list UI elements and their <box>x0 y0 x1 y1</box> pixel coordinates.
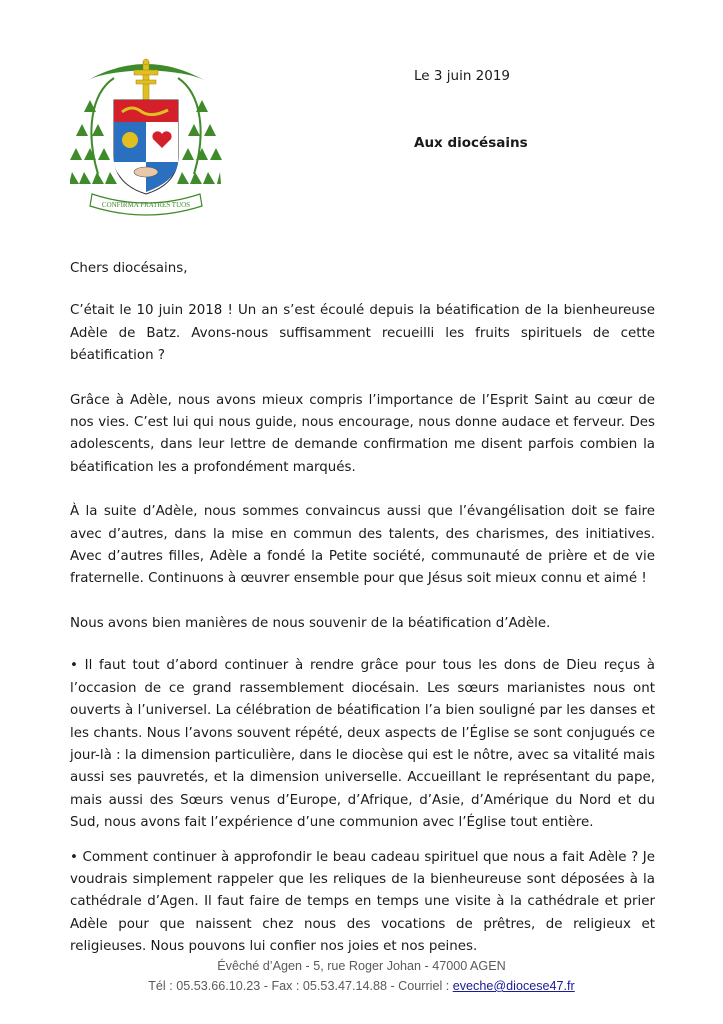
letter-greeting: Chers diocésains, <box>70 261 188 276</box>
footer-contact-line <box>0 976 723 996</box>
joined-hands-emblem <box>134 167 158 177</box>
footer-phone-fax: Tél : 05.53.66.10.23 - Fax : 05.53.47.14.88 - Courriel : <box>148 979 453 993</box>
episcopal-coat-of-arms <box>70 44 222 220</box>
letter-paragraph: C’était le 10 juin 2018 ! Un an s’est écoulé depuis la béatification de la bienheureuse Adèle de Batz. Avons-nous suffisamment recueilli les fruits spirituels de cette béatification ? <box>70 303 655 364</box>
letter-body <box>70 258 655 971</box>
motto-text: CONFIRMA FRATRES TUOS <box>101 201 191 209</box>
letter-bullet: • Il faut tout d’abord continuer à rendre grâce pour tous les dons de Dieu reçus à l’occasion de ce grand rassemblement diocésain. Les sœurs marianistes nous ont ouverts à l’universel. La célébration de béatification l’a bien souligné par les danses et les chants. Nous l’avons souvent répété, deux aspects de l’Église se sont conjugués ce jour-là : la dimension particulière, dans le diocèse qui est le nôtre, avec sa vitalité mais aussi ses pauvretés, et la dimension universelle. Accueillant le représentant du pape, mais aussi des Sœurs venus d’Europe, d’Afrique, d’Asie, d’Amérique du Nord et du Sud, nous avons fait l’expérience d’une communion avec l’Église tout entière. <box>70 658 655 831</box>
shield <box>114 100 178 194</box>
footer-email-link[interactable]: eveche@diocese47.fr <box>452 979 575 993</box>
letterhead-footer <box>0 956 723 996</box>
letter-paragraph: À la suite d’Adèle, nous sommes convaincus aussi que l’évangélisation doit se faire avec d’autres, dans la mise en commun des talents, des charismes, des initiatives. Avec d’autres filles, Adèle a fondé la Petite société, communauté de prière et de vie fraternelle. Continuons à œuvrer ensemble pour que Jésus soit mieux connu et aimé ! <box>70 504 655 587</box>
sun-emblem <box>122 132 138 148</box>
footer-address: Évêché d’Agen - 5, rue Roger Johan - 47000 AGEN <box>217 959 506 973</box>
letter-paragraph: Nous avons bien manières de nous souvenir de la béatification d’Adèle. <box>70 615 551 631</box>
letter-date: Le 3 juin 2019 <box>414 68 511 84</box>
letter-addressee: Aux diocésains <box>414 135 528 151</box>
letter-bullet: • Comment continuer à approfondir le beau cadeau spirituel que nous a fait Adèle ? Je voudrais simplement rappeler que les reliques de la bienheureuse sont déposées à la cathédrale d’Agen. Il faut faire de temps en temps une visite à la cathédrale et prier Adèle pour que naissent chez nous des vocations de prêtres, de religieux et religieuses. Nous pouvons lui confier nos joies et nos peines. <box>70 849 655 955</box>
letter-paragraph: Grâce à Adèle, nous avons mieux compris l’importance de l’Esprit Saint au cœur de nos vies. C’est lui qui nous guide, nous encourage, nous donne audace et ferveur. Des adolescents, dans leur lettre de demande confirmation me disent parfois combien la béatification les a profondément marqués. <box>70 392 655 475</box>
